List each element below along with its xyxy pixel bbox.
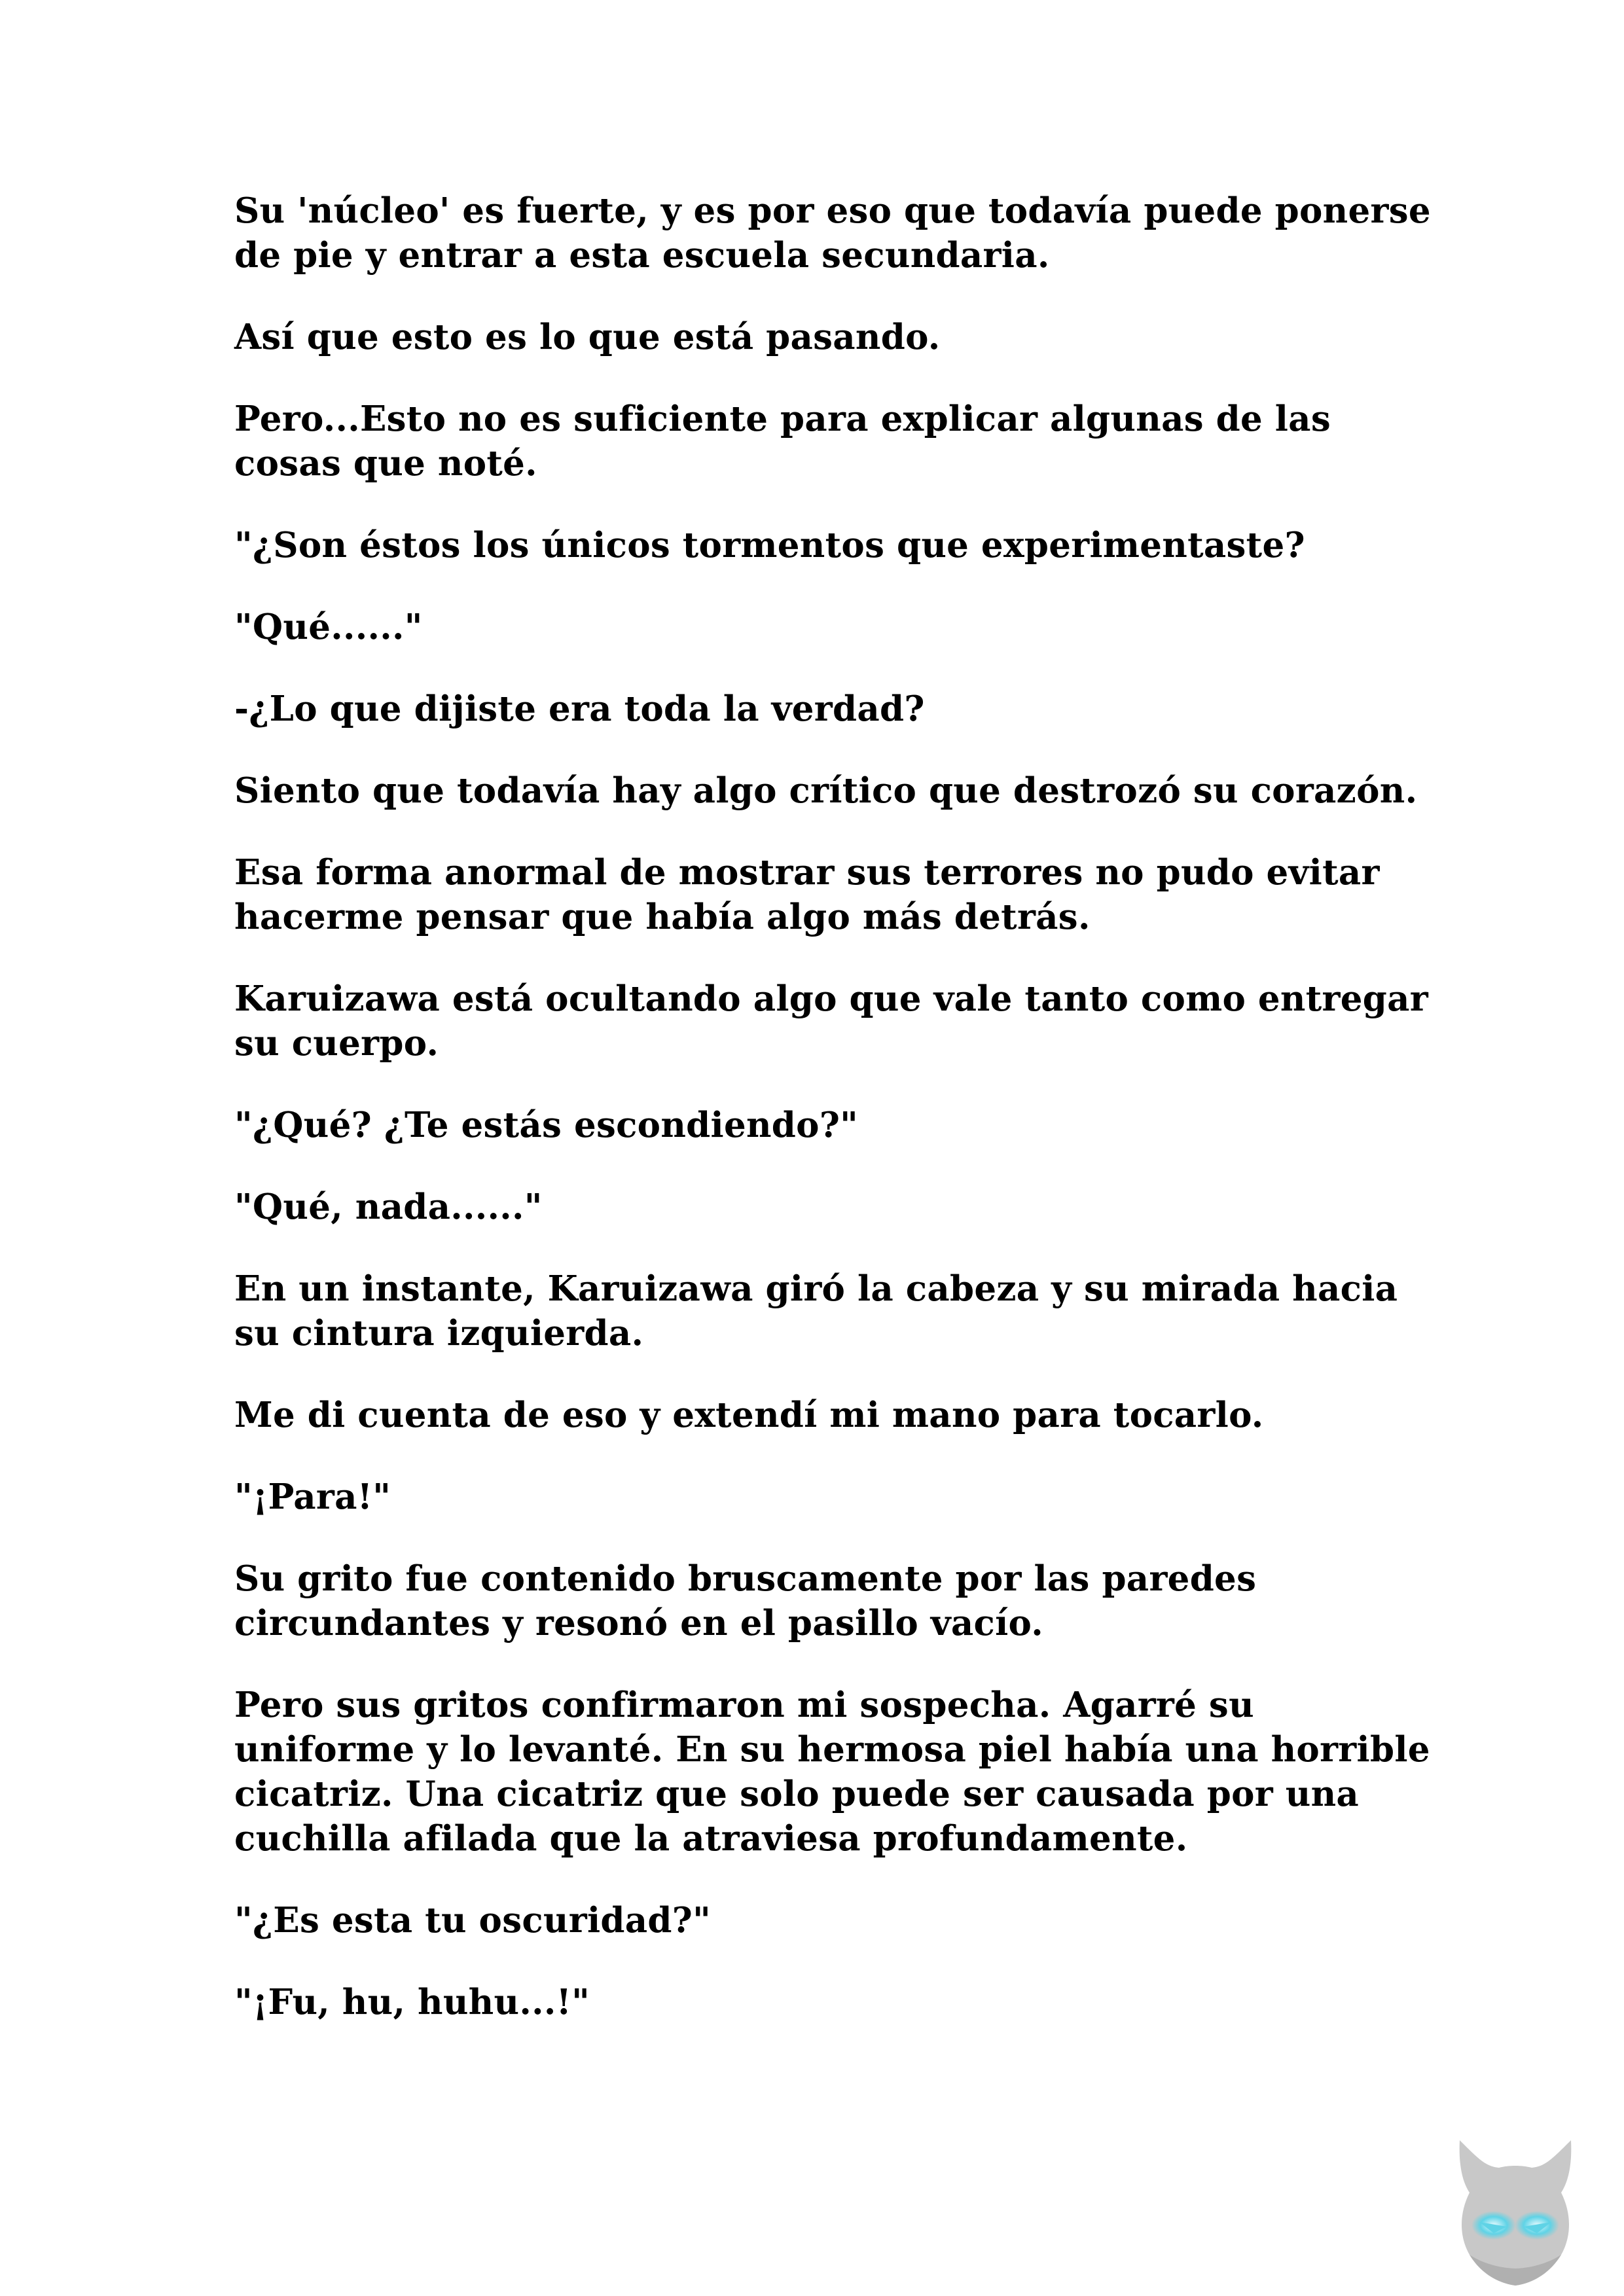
paragraph: Esa forma anormal de mostrar sus terrores no pudo evitar hacerme pensar que había algo más detrás. (234, 852, 1380, 937)
paragraph: Su grito fue contenido bruscamente por las paredes circundantes y resonó en el pasillo vacío. (234, 1558, 1257, 1643)
paragraph: "Qué, nada......" (234, 1187, 543, 1227)
paragraph: "Qué......" (234, 607, 423, 647)
paragraph: "¿Son éstos los únicos tormentos que experimentaste? (234, 525, 1305, 565)
paragraph: "¡Fu, hu, huhu...!" (234, 1982, 590, 2022)
paragraph: "¡Para!" (234, 1477, 391, 1517)
paragraph: Siento que todavía hay algo crítico que destrozó su corazón. (234, 770, 1418, 811)
paragraph: Así que esto es lo que está pasando. (234, 317, 941, 357)
paragraph: -¿Lo que dijiste era toda la verdad? (234, 689, 925, 729)
paragraph: Me di cuenta de eso y extendí mi mano para tocarlo. (234, 1395, 1264, 1435)
paragraph: Pero...Esto no es suficiente para explicar algunas de las cosas que noté. (234, 399, 1331, 484)
paragraph: Karuizawa está ocultando algo que vale tanto como entregar su cuerpo. (234, 978, 1428, 1064)
paragraph: "¿Es esta tu oscuridad?" (234, 1900, 712, 1941)
paragraph: Su 'núcleo' es fuerte, y es por eso que todavía puede ponerse de pie y entrar a esta escuela secundaria. (234, 190, 1431, 276)
paragraph: Pero sus gritos confirmaron mi sospecha. Agarré su uniforme y lo levanté. En su hermosa piel había una horrible cicatriz. Una cicatriz que solo puede ser causada por una cuchilla afilada que la atraviesa profundamente. (234, 1685, 1430, 1859)
demon-head-logo-svg (1434, 2127, 1597, 2291)
paragraph: En un instante, Karuizawa giró la cabeza y su mirada hacia su cintura izquierda. (234, 1268, 1398, 1354)
paragraph: "¿Qué? ¿Te estás escondiendo?" (234, 1105, 859, 1145)
demon-head-icon (1434, 2127, 1597, 2291)
body-text (234, 188, 1445, 2062)
